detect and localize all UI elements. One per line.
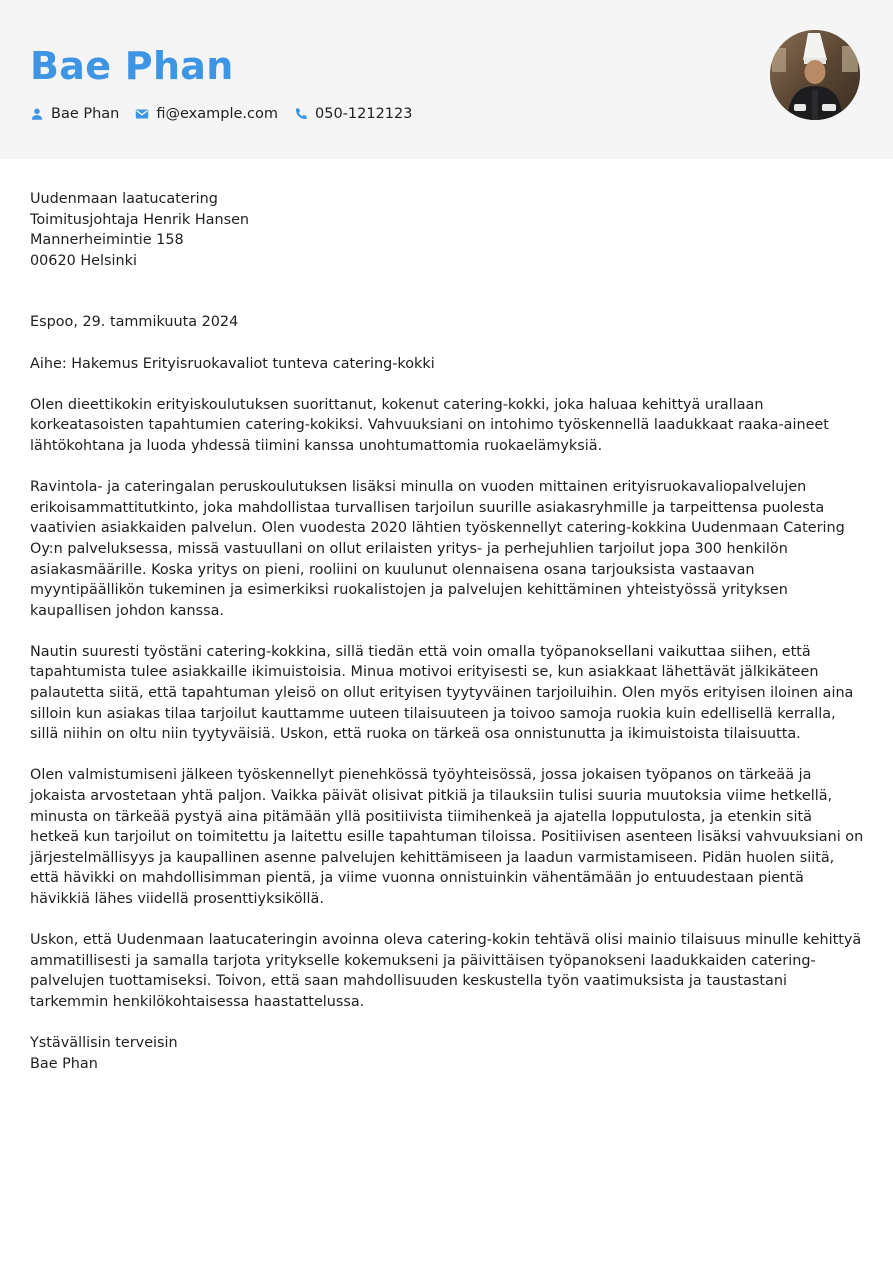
recipient-city: 00620 Helsinki — [30, 252, 137, 269]
contact-email[interactable] — [135, 106, 278, 122]
phone-icon — [294, 107, 308, 121]
recipient-street: Mannerheimintie 158 — [30, 232, 184, 249]
recipient-company: Uudenmaan laatucatering — [30, 191, 218, 207]
applicant-name: Bae Phan — [30, 44, 234, 88]
contact-phone-number[interactable]: 050-1212123 — [315, 106, 413, 122]
letter-paragraph: Uskon, että Uudenmaan laatucateringin avoinna oleva catering-kokin tehtävä olisi mainio tilaisuus minulle kehittyä ammatillisesti ja samalla tarjota yritykselle kokemukseni ja päivittäisen työpanokseni laadukkaiden catering-palvelujen tuottamiseksi. Toivon, että saan mahdollisuuden keskustella työn vaatimuksista ja taustastani tarkemmin henkilökohtaisessa haastattelussa. — [30, 932, 862, 1010]
contact-phone[interactable] — [294, 106, 413, 122]
letter-subject: Aihe: Hakemus Erityisruokavaliot tunteva catering-kokki — [30, 355, 435, 372]
letter-paragraph: Ravintola- ja cateringalan peruskoulutuksen lisäksi minulla on vuoden mittainen erityisruokavaliopalvelujen erikoisammattitutkinto, joka mahdollistaa turvallisen tarjoilun suurille asiakasryhmille ja tarpeittensa puolesta vaativien asiakkaiden palvelun. Olen vuodesta 2020 lähtien työskennellyt catering-kokkina Uudenmaan Catering Oy:n palveluksessa, missä vastuullani on ollut erilaisten yritys- ja perhejuhlien tarjoilut jopa 300 henkilön asiakasmäärille. Koska yritys on pieni, rooliini on kuulunut olennaisena osana tarjouksista vastaavan myyntipäällikön tukeminen ja esimerkiksi ruokalistojen ja palvelujen kehittäminen yhteistyössä yrityksen kaupallisen johdon kanssa. — [30, 479, 845, 619]
letter-paragraph: Olen dieettikokin erityiskoulutuksen suorittanut, kokenut catering-kokki, joka haluaa kehittyä urallaan korkeatasoisten tapahtumien catering-kokiksi. Vahvuuksiani on intohimo työskennellä laadukkaat raaka-aineet lähtökohtana ja luoda yhdessä tiimini kanssa unohtumattomia ruokaelämyksiä. — [30, 396, 829, 454]
letter-body — [30, 189, 865, 1074]
email-icon — [135, 107, 149, 121]
letter-closing — [30, 1033, 865, 1074]
closing-phrase: Ystävällisin terveisin — [30, 1035, 178, 1052]
letter-paragraph: Olen valmistumiseni jälkeen työskennellyt pienehkössä työyhteisössä, jossa jokaisen työpanos on tärkeää ja jokaista arvostetaan yhtä paljon. Vaikka päivät olisivat pitkiä ja tilauksiin tulisi suuria muutoksia viime hetkellä, minusta on tärkeää pystyä aina pitämään yllä positiivista tiimihenkeä ja ajatella lopputulosta, ja etenkin sitä hetkeä kun tarjoilut on toimitettu ja laitettu esille tapahtuman tiloissa. Positiivisen asenteen lisäksi vahvuuksiani on järjestelmällisyys ja kaupallinen asenne palvelujen kehittämiseen ja laadun varmistamiseen. Pidän huolen siitä, että hävikki on mahdollisimman pientä, ja viime vuonna onnistuinkin vähentämään jo entuudestaan pientä hävikkiä lähes viidellä prosenttiyksiköllä. — [30, 767, 864, 907]
letter-paragraph: Nautin suuresti työstäni catering-kokkina, sillä tiedän että voin omalla työpanoksellani vaikuttaa siihen, että tapahtumista tulee asiakkaille ikimuistoisia. Minua motivoi erityisesti se, kun asiakkaat lähettävät jälkikäteen palautetta siitä, että tapahtuman yleisö on ollut erityisen tyytyväinen tarjoiluihin. Olen myös erityisen iloinen aina silloin kun asiakas tilaa tarjoilut kauttamme uuteen tilaisuuteen ja toivoo samoja ruokia kuin edellisellä kerralla, sillä niihin on oltu niin tyytyväisiä. Uskon, että ruoka on tärkeä osa onnistunutta ja ikimuistoista tilaisuutta. — [30, 643, 854, 743]
contact-person-name: Bae Phan — [51, 106, 120, 122]
person-icon — [30, 107, 44, 121]
contact-person — [30, 106, 119, 122]
header-banner — [0, 0, 893, 159]
signature-name: Bae Phan — [30, 1055, 98, 1072]
letter-date: Espoo, 29. tammikuuta 2024 — [30, 314, 239, 331]
contact-email-address[interactable]: fi@example.com — [156, 106, 278, 122]
contact-info — [30, 104, 429, 124]
recipient-contact: Toimitusjohtaja Henrik Hansen — [30, 211, 250, 228]
profile-photo — [770, 30, 860, 120]
recipient-address — [30, 189, 865, 271]
